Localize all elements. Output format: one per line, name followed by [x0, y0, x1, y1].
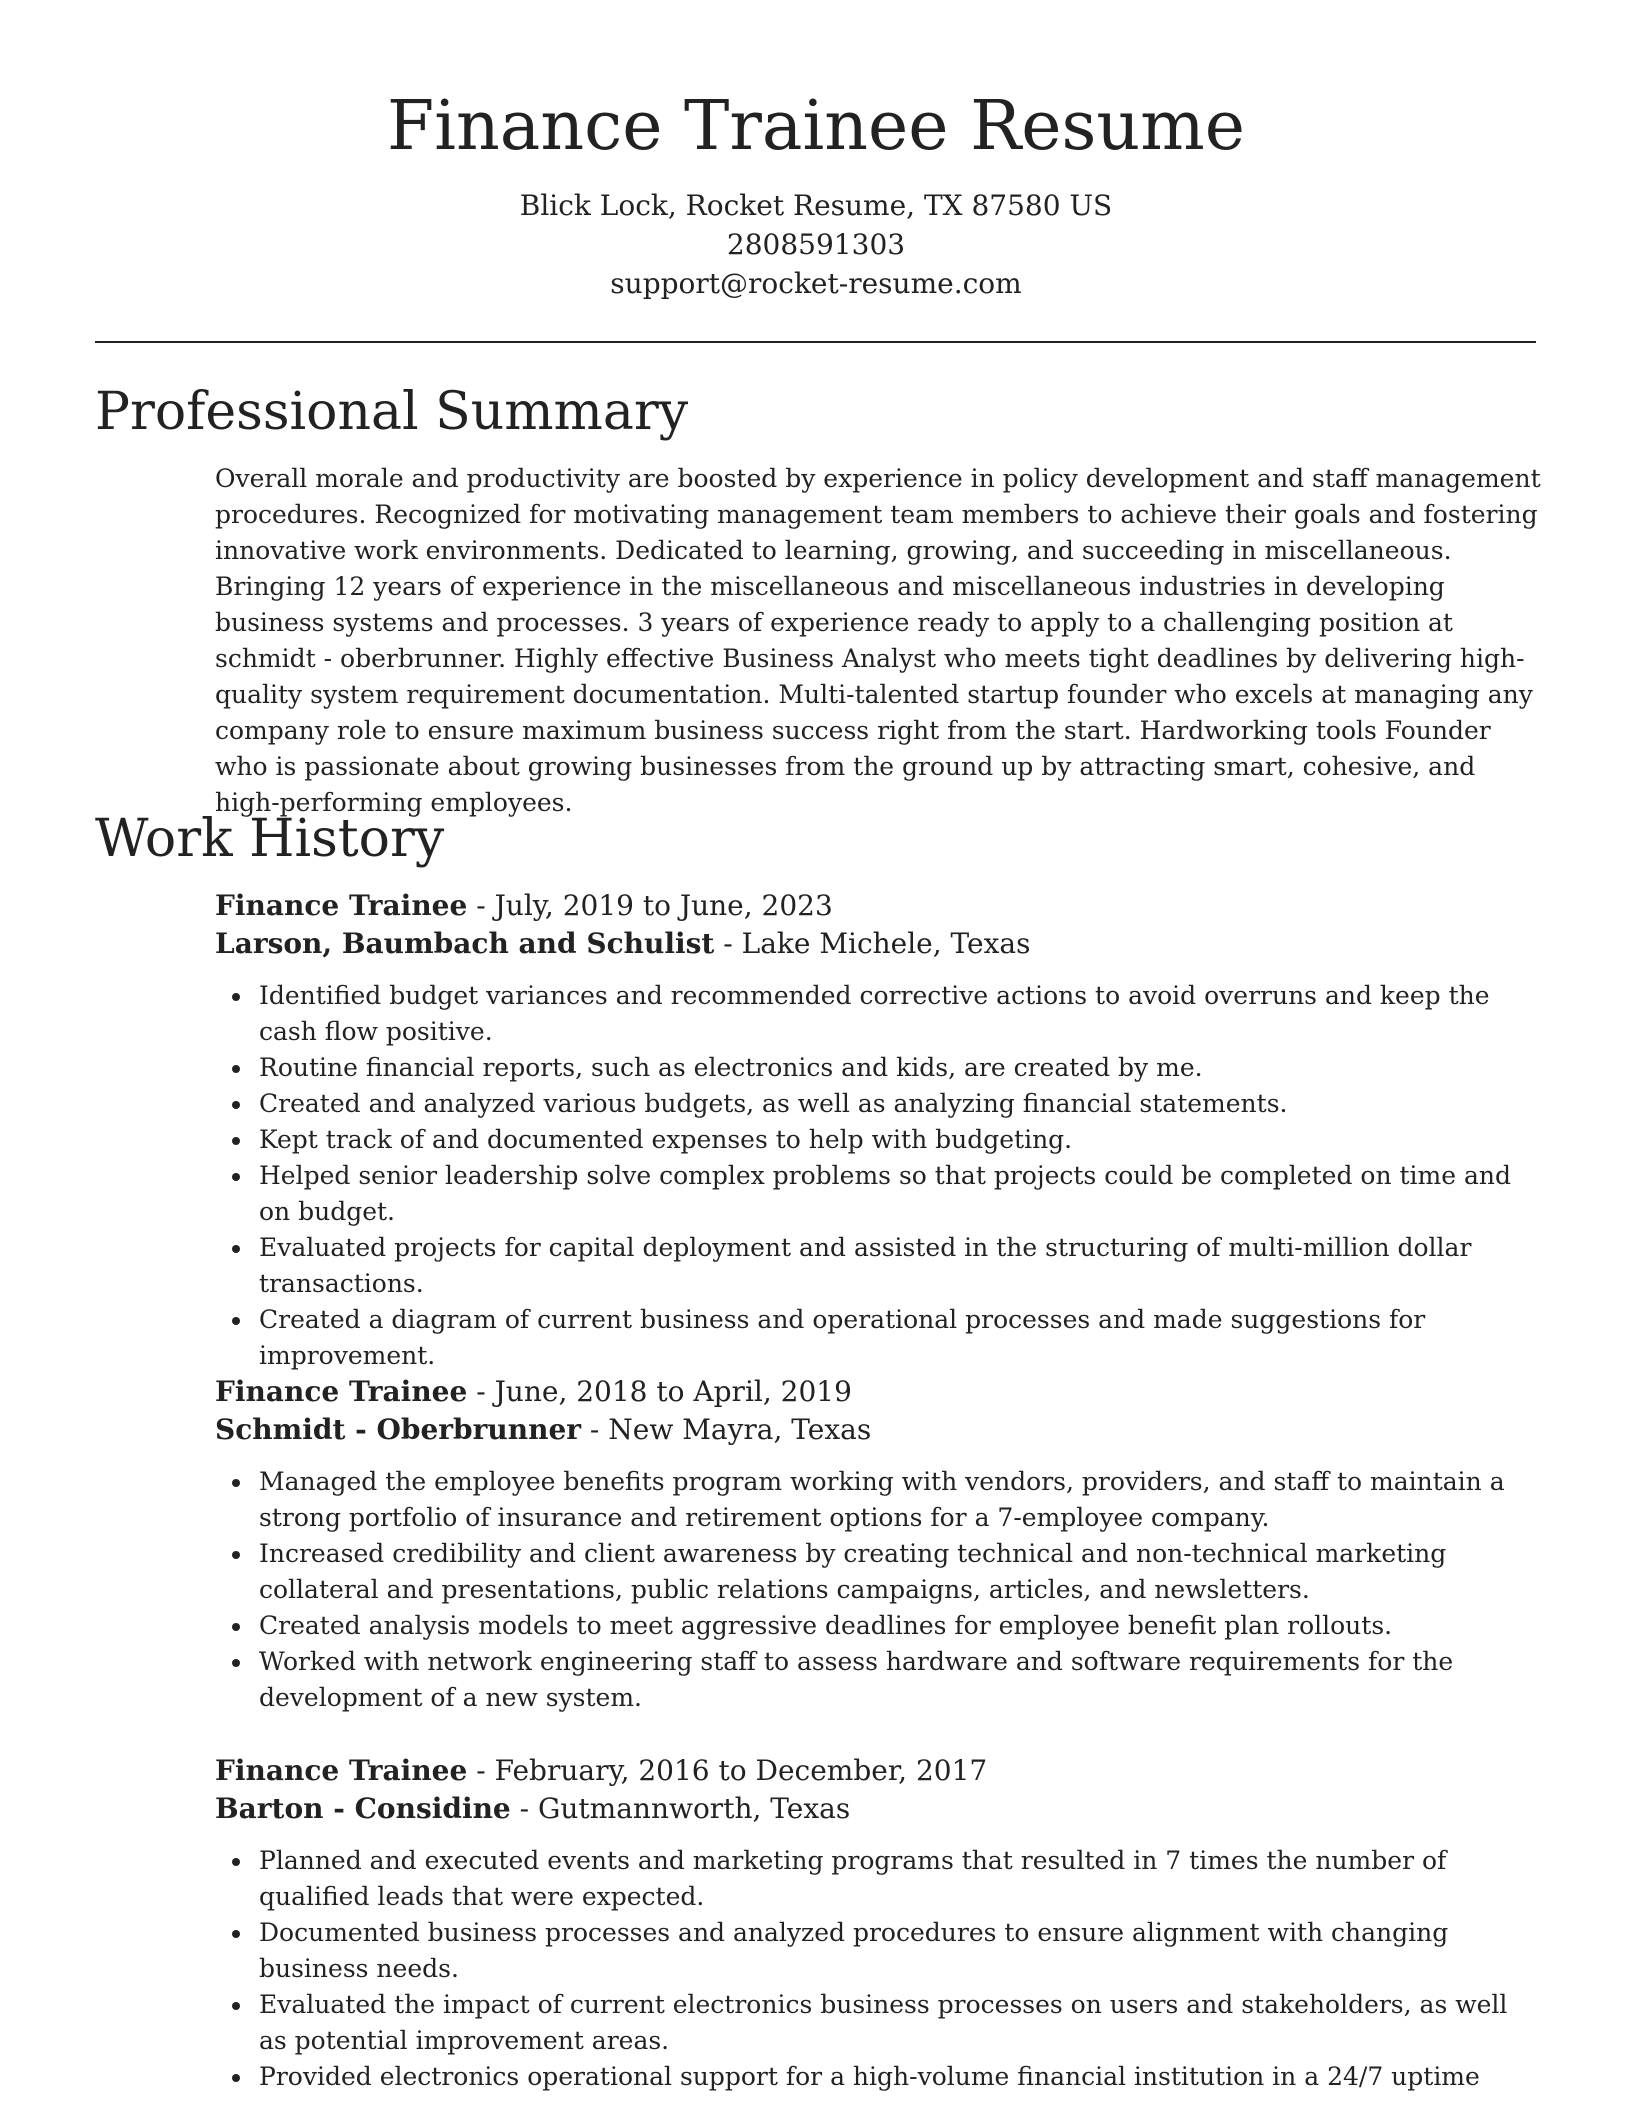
job-bullet: Created analysis models to meet aggressive deadlines for employee benefit plan rollouts. — [259, 1608, 1543, 1644]
job-dates: July, 2019 to June, 2023 — [494, 889, 833, 922]
job-entry — [215, 1373, 1543, 1716]
address: Blick Lock, Rocket Resume, TX 87580 US — [519, 189, 1113, 222]
job-bullet: Created a diagram of current business and operational processes and made suggestions for improvement. — [259, 1302, 1543, 1374]
job-location: Lake Michele, Texas — [741, 927, 1031, 960]
email-address: support@rocket-resume.com — [610, 267, 1022, 300]
section-heading-work-history: Work History — [95, 809, 445, 869]
job-bullet: Evaluated the impact of current electronics business processes on users and stakeholders, as well as potential improvement areas. — [259, 1987, 1543, 2059]
job-bullet: Planned and executed events and marketing programs that resulted in 7 times the number of qualified leads that were expected. — [259, 1843, 1543, 1915]
resume-title: Finance Trainee Resume — [387, 87, 1245, 166]
job-bullet: Routine financial reports, such as electronics and kids, are created by me. — [259, 1050, 1543, 1086]
job-title: Finance Trainee — [215, 1754, 468, 1787]
job-company-line: Barton - Considine - Gutmannworth, Texas — [215, 1792, 851, 1825]
job-title-line: Finance Trainee - July, 2019 to June, 2023 — [215, 889, 833, 922]
job-company-line: Schmidt - Oberbrunner - New Mayra, Texas — [215, 1413, 872, 1446]
job-location: Gutmannworth, Texas — [538, 1792, 851, 1825]
job-company-line: Larson, Baumbach and Schulist - Lake Michele, Texas — [215, 927, 1031, 960]
job-title-line: Finance Trainee - February, 2016 to December, 2017 — [215, 1754, 988, 1787]
job-bullets — [215, 1843, 1543, 2095]
summary-text: Overall morale and productivity are boosted by experience in policy development and staff management procedures. Recognized for motivating management team members to achieve their goals and fostering innovative work environments. Dedicated to learning, growing, and succeeding in miscellaneous. Bringing 12 years of experience in the miscellaneous and miscellaneous industries in developing business systems and processes. 3 years of experience ready to apply to a challenging position at schmidt - oberbrunner. Highly effective Business Analyst who meets tight deadlines by delivering high-quality system requirement documentation. Multi-talented startup founder who excels at managing any company role to ensure maximum business success right from the start. Hardworking tools Founder who is passionate about growing businesses from the ground up by attracting smart, cohesive, and high-performing employees. — [215, 464, 1541, 817]
job-bullet: Evaluated projects for capital deployment and assisted in the structuring of multi-million dollar transactions. — [259, 1230, 1543, 1302]
job-bullet: Documented business processes and analyzed procedures to ensure alignment with changing business needs. — [259, 1915, 1543, 1987]
job-bullet: Created and analyzed various budgets, as well as analyzing financial statements. — [259, 1086, 1543, 1122]
job-bullets — [215, 1464, 1543, 1716]
job-bullet: Identified budget variances and recommended corrective actions to avoid overruns and keep the cash flow positive. — [259, 978, 1543, 1050]
job-bullet: Kept track of and documented expenses to help with budgeting. — [259, 1122, 1543, 1158]
job-bullets — [215, 978, 1543, 1374]
job-bullet: Worked with network engineering staff to assess hardware and software requirements for the development of a new system. — [259, 1644, 1543, 1716]
job-bullet: Increased credibility and client awareness by creating technical and non-technical marketing collateral and presentations, public relations campaigns, articles, and newsletters. — [259, 1536, 1543, 1608]
job-dates: February, 2016 to December, 2017 — [494, 1754, 988, 1787]
job-title: Finance Trainee — [215, 1375, 468, 1408]
job-location: New Mayra, Texas — [608, 1413, 872, 1446]
job-dates: June, 2018 to April, 2019 — [494, 1375, 852, 1408]
job-entry — [215, 1752, 1543, 2095]
job-company: Barton - Considine — [215, 1792, 511, 1825]
section-heading-summary: Professional Summary — [95, 382, 689, 442]
header-divider — [95, 341, 1536, 343]
job-bullet: Provided electronics operational support for a high-volume financial institution in a 24/7 uptime — [259, 2059, 1543, 2095]
job-title-line: Finance Trainee - June, 2018 to April, 2019 — [215, 1375, 852, 1408]
job-bullet: Helped senior leadership solve complex problems so that projects could be completed on time and on budget. — [259, 1158, 1543, 1230]
contact-info — [0, 186, 1632, 303]
phone-number: 2808591303 — [726, 228, 906, 261]
resume-header — [0, 86, 1632, 303]
job-bullet: Managed the employee benefits program working with vendors, providers, and staff to maintain a strong portfolio of insurance and retirement options for a 7-employee company. — [259, 1464, 1543, 1536]
job-company: Schmidt - Oberbrunner — [215, 1413, 582, 1446]
job-entry — [215, 887, 1543, 1374]
job-title: Finance Trainee — [215, 889, 468, 922]
job-company: Larson, Baumbach and Schulist — [215, 927, 715, 960]
